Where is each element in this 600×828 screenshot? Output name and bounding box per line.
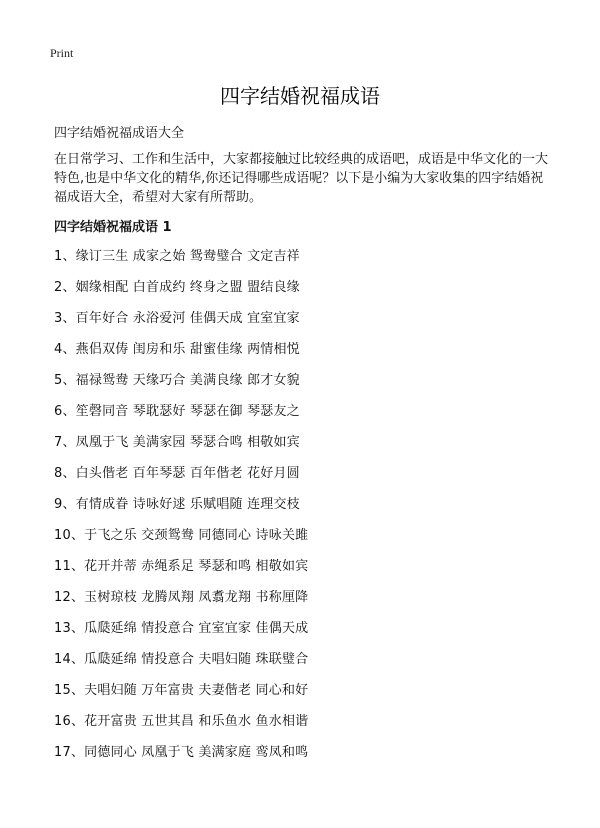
list-item: 7、凤凰于飞 美满家园 琴瑟合鸣 相敬如宾 xyxy=(54,435,300,450)
list-item: 3、百年好合 永浴爱河 佳偶天成 宜室宜家 xyxy=(54,311,300,326)
list-item: 11、花开并蒂 赤绳系足 琴瑟和鸣 相敬如宾 xyxy=(54,559,309,574)
list-item: 16、花开富贵 五世其昌 和乐鱼水 鱼水相谐 xyxy=(54,714,309,729)
idiom-list xyxy=(54,248,308,775)
list-item: 12、玉树琼枝 龙腾凤翔 凤翥龙翔 书称厘降 xyxy=(54,590,309,605)
list-item: 15、夫唱妇随 万年富贵 夫妻偕老 同心和好 xyxy=(54,683,309,698)
list-item: 13、瓜瓞延绵 情投意合 宜室宜家 佳偶天成 xyxy=(54,621,309,636)
list-item: 10、于飞之乐 交颈鸳鸯 同德同心 诗咏关雎 xyxy=(54,528,309,543)
list-item: 1、缘订三生 成家之始 鸳鸯璧合 文定吉祥 xyxy=(54,249,300,264)
intro-paragraph: 在日常学习、工作和生活中，大家都接触过比较经典的成语吧，成语是中华文化的一大特色,也是中华文化的精华,你还记得哪些成语呢？以下是小编为大家收集的四字结婚祝福成语大全，希望对大家有所帮助。 xyxy=(54,152,549,205)
page-subtitle: 四字结婚祝福成语大全 xyxy=(54,126,185,141)
list-item: 14、瓜瓞延绵 情投意合 夫唱妇随 珠联璧合 xyxy=(54,652,309,667)
list-item: 4、燕侣双俦 闺房和乐 甜蜜佳缘 两情相悦 xyxy=(54,342,300,357)
page-title: 四字结婚祝福成语 xyxy=(220,84,380,108)
list-item: 6、笙磬同音 琴耽瑟好 琴瑟在御 琴瑟友之 xyxy=(54,404,300,419)
list-item: 5、福禄鸳鸯 天缘巧合 美满良缘 郎才女貌 xyxy=(54,373,300,388)
print-label: Print xyxy=(50,46,74,60)
section-heading: 四字结婚祝福成语 1 xyxy=(54,220,172,235)
list-item: 8、白头偕老 百年琴瑟 百年偕老 花好月圆 xyxy=(54,466,300,481)
list-item: 17、同德同心 凤凰于飞 美满家庭 鸾凤和鸣 xyxy=(54,745,309,760)
list-item: 9、有情成眷 诗咏好逑 乐赋唱随 连理交枝 xyxy=(54,497,300,512)
list-item: 2、姻缘相配 白首成约 终身之盟 盟结良缘 xyxy=(54,280,300,295)
